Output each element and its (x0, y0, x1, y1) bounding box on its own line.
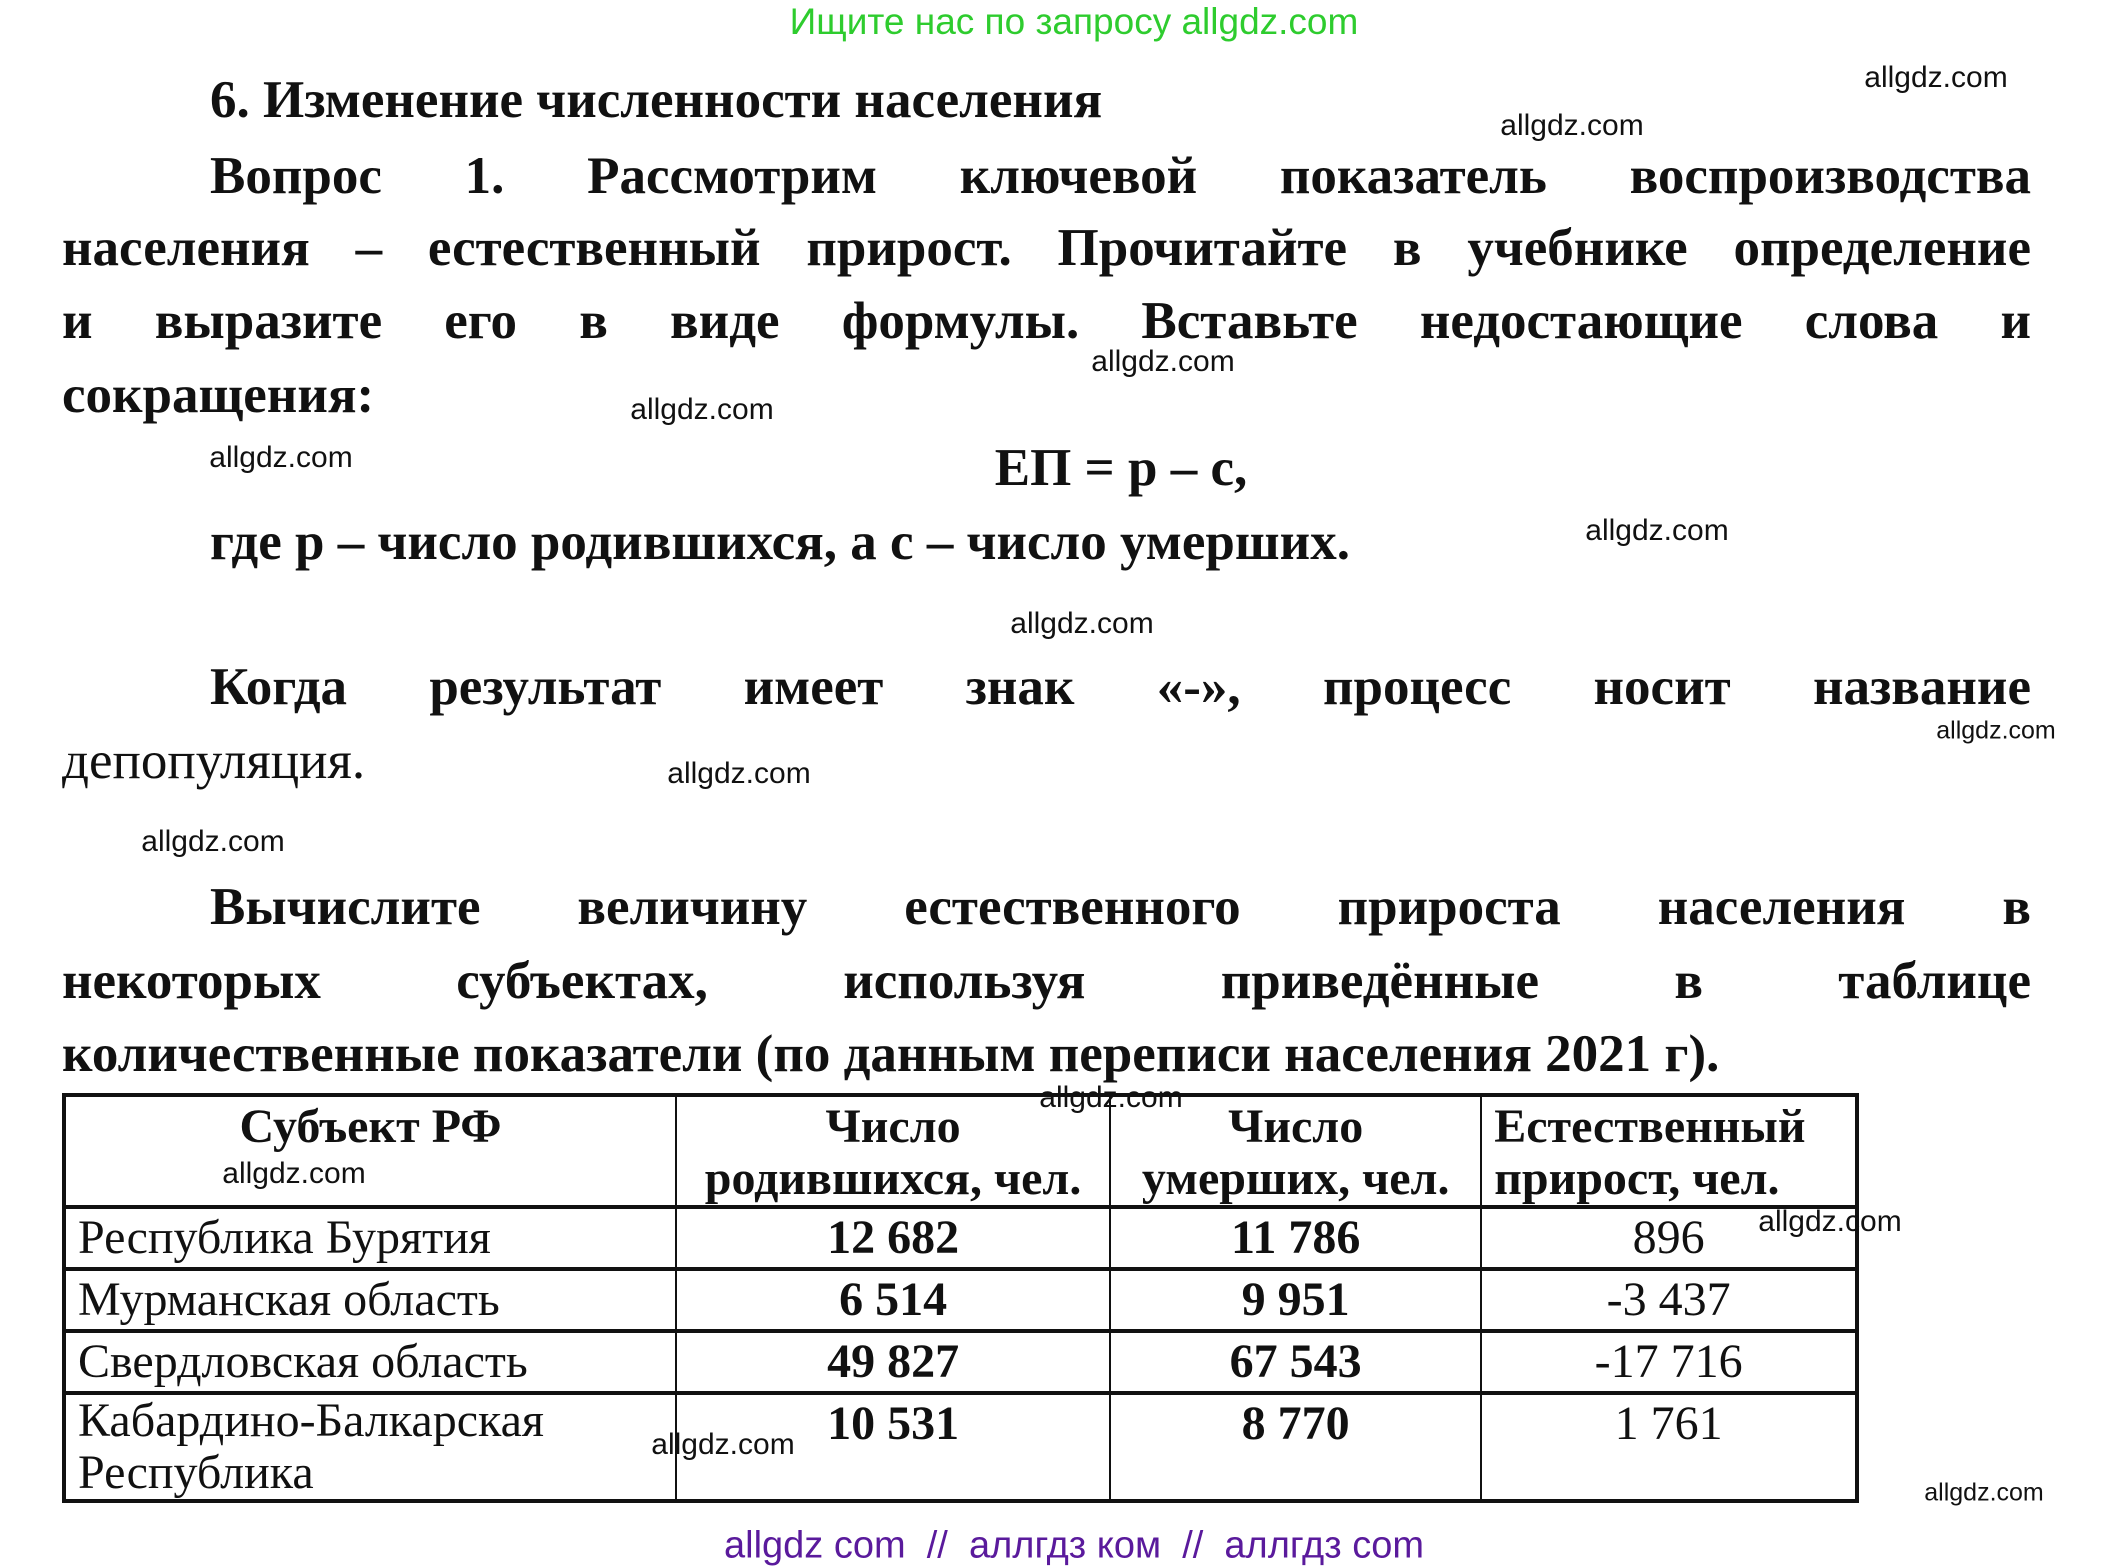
cell-births: 10 531 (676, 1393, 1110, 1501)
header-text: прирост, чел. (1494, 1152, 1780, 1205)
question-line: населения – естественный прирост. Прочитайте в учебнике определение (62, 219, 2031, 277)
task-line: количественные показатели (по данным переписи населения 2021 г). (62, 1025, 1720, 1083)
question-line: Вопрос 1. Рассмотрим ключевой показатель воспроизводства (210, 147, 2031, 205)
task-line: Вычислите величину естественного прироста населения в (210, 878, 2031, 936)
watermark: allgdz.com (1758, 1205, 1902, 1238)
header-text: Субъект РФ (239, 1100, 502, 1153)
watermark: allgdz.com (667, 757, 811, 790)
table-row (64, 1207, 1857, 1269)
header-text: Естественный (1494, 1100, 1806, 1153)
header-text: Число (825, 1100, 961, 1153)
cell-region: Свердловская область (64, 1331, 676, 1393)
watermark: allgdz.com (1936, 716, 2056, 745)
task-line: некоторых субъектах, используя приведённые в таблице (62, 952, 2031, 1010)
cell-deaths: 67 543 (1110, 1331, 1481, 1393)
watermark: allgdz.com (651, 1428, 795, 1461)
formula-explanation: где р – число родившихся, а с – число умерших. (210, 513, 1350, 571)
cell-deaths: 8 770 (1110, 1393, 1481, 1501)
cell-growth: 896 (1481, 1207, 1857, 1269)
watermark: allgdz.com (1924, 1478, 2044, 1507)
header-region (64, 1095, 676, 1207)
cell-deaths: 11 786 (1110, 1207, 1481, 1269)
header-text: Число (1228, 1100, 1364, 1153)
table-row (64, 1269, 1857, 1331)
watermark: allgdz.com (1864, 61, 2008, 94)
table-row (64, 1331, 1857, 1393)
table-row (64, 1393, 1857, 1501)
question-line: и выразите его в виде формулы. Вставьте недостающие слова и (62, 292, 2031, 350)
cell-region: Кабардино-Балкарская Республика (64, 1393, 676, 1501)
cell-births: 6 514 (676, 1269, 1110, 1331)
watermark: allgdz.com (630, 393, 774, 426)
watermark: allgdz.com (1010, 607, 1154, 640)
cell-births: 49 827 (676, 1331, 1110, 1393)
sign-sentence: Когда результат имеет знак «-», процесс носит название (210, 658, 2031, 716)
search-banner: Ищите нас по запросу allgdz.com (789, 1, 1359, 42)
cell-births: 12 682 (676, 1207, 1110, 1269)
question-line: сокращения: (62, 366, 375, 424)
watermark: allgdz.com (1039, 1081, 1183, 1114)
cell-region: Мурманская область (64, 1269, 676, 1331)
header-text: родившихся, чел. (704, 1152, 1082, 1205)
watermark: allgdz.com (1091, 345, 1235, 378)
cell-region: Республика Бурятия (64, 1207, 676, 1269)
watermark: allgdz.com (209, 441, 353, 474)
watermark: allgdz.com (1585, 514, 1729, 547)
watermark: allgdz.com (222, 1157, 366, 1190)
formula: ЕП = р – с, (994, 439, 1248, 497)
cell-growth: -3 437 (1481, 1269, 1857, 1331)
footer-watermark: allgdz com // аллгдз ком // аллгдз com (724, 1524, 1424, 1567)
cell-growth: -17 716 (1481, 1331, 1857, 1393)
sign-answer: депопуляция. (62, 732, 366, 790)
header-growth (1481, 1095, 1857, 1207)
section-heading: 6. Изменение численности населения (210, 71, 1103, 129)
cell-growth: 1 761 (1481, 1393, 1857, 1501)
watermark: allgdz.com (141, 825, 285, 858)
cell-deaths: 9 951 (1110, 1269, 1481, 1331)
watermark: allgdz.com (1500, 109, 1644, 142)
population-table (62, 1093, 1859, 1503)
header-text: умерших, чел. (1141, 1152, 1450, 1205)
